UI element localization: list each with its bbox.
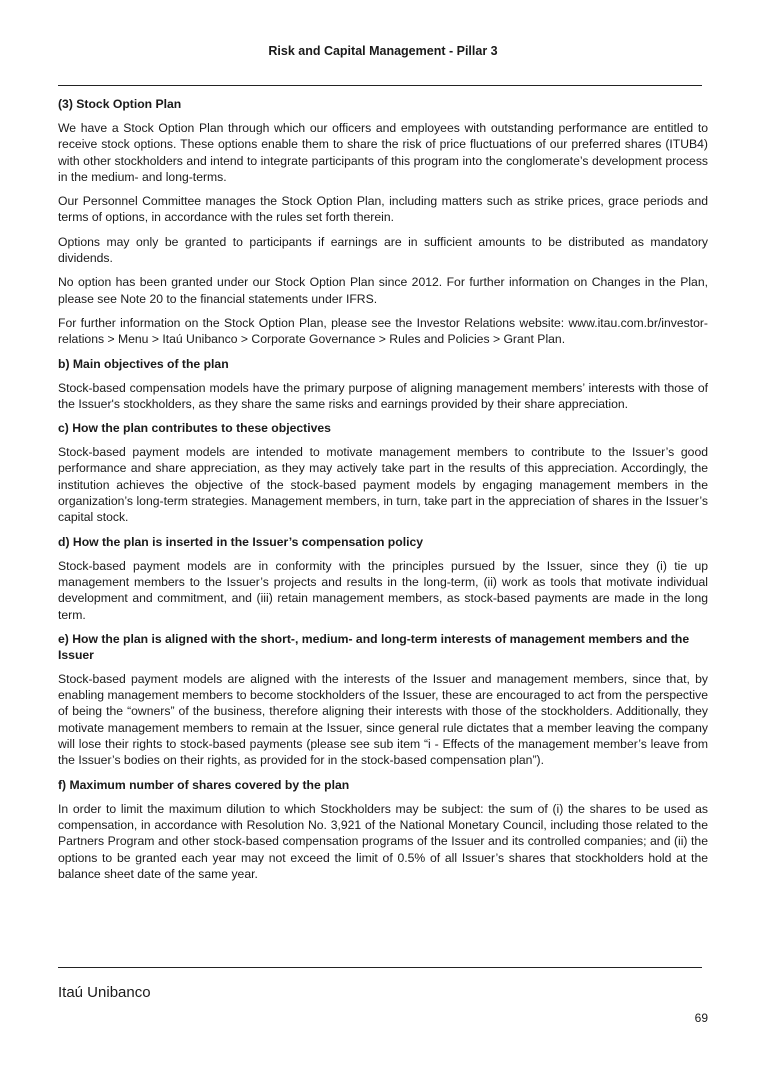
section-heading: (3) Stock Option Plan [58,97,182,111]
page-number: 69 [694,1011,708,1025]
page-header-title: Risk and Capital Management - Pillar 3 [268,44,498,58]
paragraph: Options may only be granted to participants if earnings are in sufficient amounts to be distributed as mandatory dividends. [58,234,708,266]
header-divider [58,85,702,86]
paragraph: Stock-based payment models are intended to motivate management members to contribute to the Issuer’s good performance and share appreciation, as they may actively take part in the results of this appreciation. Accordingly, the institution achieves the objective of the stock-based payment models by engaging management members in the organization’s long-term strategies. Management members, in turn, take part in the appreciation of shares in the Issuer’s capital stock. [58,445,708,525]
footer-divider [58,967,702,968]
section-main-objectives [58,356,708,413]
section-heading: f) Maximum number of shares covered by the plan [58,777,350,792]
paragraph: In order to limit the maximum dilution to which Stockholders may be subject: the sum of (i) the shares to be used as compensation, in accordance with Resolution No. 3,921 of the National Monetary Council, including those related to the Partners Program and other stock-based compensation programs of the Issuer and its controlled companies; and (ii) the options to be granted each year may not exceed the limit of 0.5% of all Issuer’s shares that stockholders hold at the balance sheet date of the same year. [58,801,708,881]
paragraph: Stock-based compensation models have the primary purpose of aligning management members’ interests with those of the Issuer's stockholders, as they share the same risks and earnings provided by their share appreciation. [58,380,708,411]
paragraph: No option has been granted under our Stock Option Plan since 2012. For further information on Changes in the Plan, please see Note 20 to the financial statements under IFRS. [58,275,708,306]
paragraph: We have a Stock Option Plan through which our officers and employees with outstanding performance are entitled to receive stock options. These options enable them to share the risk of price fluctuations of our preferred shares (ITUB4) with other stockholders and intend to integrate participants of this program into the conglomerate’s development process in the medium- and long-terms. [58,121,708,184]
section-heading: b) Main objectives of the plan [58,356,229,371]
section-stock-option-plan [58,96,708,348]
document-body [58,96,708,890]
section-interest-alignment [58,631,708,769]
section-compensation-policy [58,534,708,623]
footer-company-name: Itaú Unibanco [58,984,151,1001]
paragraph: For further information on the Stock Option Plan, please see the Investor Relations website: www.itau.com.br/investor-relations > Menu > Itaú Unibanco > Corporate Governance > Rules and Policies > Grant Plan. [58,315,708,347]
section-maximum-shares [58,777,708,882]
paragraph: Our Personnel Committee manages the Stock Option Plan, including matters such as strike prices, grace periods and terms of options, in accordance with the rules set forth therein. [58,194,708,225]
section-plan-contribution [58,420,708,525]
section-heading: c) How the plan contributes to these objectives [58,421,331,436]
paragraph: Stock-based payment models are in conformity with the principles pursued by the Issuer, since they (i) tie up management members to the Issuer’s projects and results in the long-term, (ii) work as tools that motivate individual development and commitment, and (iii) retain management members, as stock-based payments are made in the long term. [58,558,708,622]
paragraph: Stock-based payment models are aligned with the interests of the Issuer and management members, since that, by enabling management members to become stockholders of the Issuer, these are encouraged to act from the perspective of being the “owners” of the business, therefore aligning their interests with those of the stockholders. Additionally, they motivate management members to remain at the Issuer, since general rule dictates that a member leaving the company will lose their rights to stock-based payments (please see sub item “i - Effects of the management member’s leave from the Issuer’s bodies on their rights, as provided for in the stock-based compensation plan”). [58,671,708,768]
section-heading: e) How the plan is aligned with the short-, medium- and long-term interests of management members and the Issuer [58,631,690,662]
section-heading: d) How the plan is inserted in the Issuer’s compensation policy [58,534,424,549]
